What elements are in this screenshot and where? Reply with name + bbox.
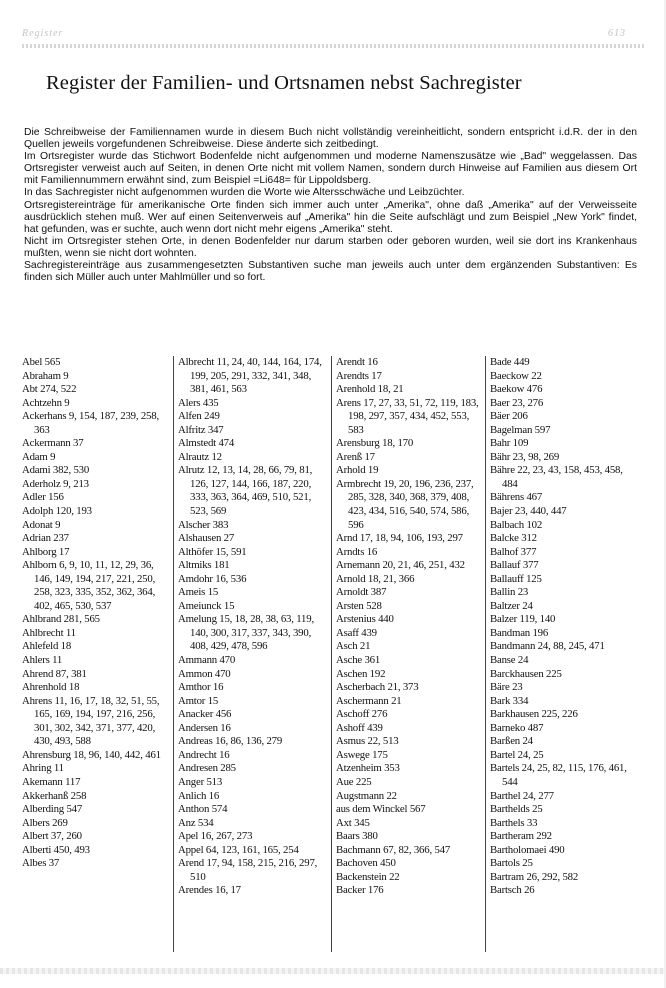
register-entry: Ahrenhold 18 xyxy=(22,681,80,694)
register-entry: Baltzer 24 xyxy=(490,599,533,612)
register-entry: Adrian 237 xyxy=(22,532,69,545)
register-entry: Arnoldt 387 xyxy=(336,586,387,599)
register-entry: Appel 64, 123, 161, 165, 254 xyxy=(178,843,299,856)
register-entry: Barkhausen 225, 226 xyxy=(490,708,578,721)
running-head-left: Register xyxy=(22,28,64,39)
intro-paragraph: Nicht im Ortsregister stehen Orte, in denen Bodenfelder nur darum starben oder geboren wurden, weil sie dort ins Krankenhaus mußten, wenn sie nicht dort wohnten. xyxy=(24,235,637,259)
register-entry: Amthor 16 xyxy=(178,681,224,694)
register-entry: Anger 513 xyxy=(178,775,223,788)
intro-paragraph: In das Sachregister nicht aufgenommen wurden die Worte wie Altersschwäche und Leibzüchter. xyxy=(24,187,465,199)
page-title: Register der Familien- und Ortsnamen nebst Sachregister xyxy=(46,72,522,94)
register-entry: Ashoff 439 xyxy=(336,721,383,734)
register-entry: aus dem Winckel 567 xyxy=(336,803,426,816)
register-entry: Ahlbrecht 11 xyxy=(22,626,76,639)
register-entry: Aschoff 276 xyxy=(336,708,388,721)
register-entry: Anz 534 xyxy=(178,816,214,829)
register-entry: Akkerhanß 258 xyxy=(22,789,87,802)
register-entry: Amtor 15 xyxy=(178,694,219,707)
register-entry: Abel 565 xyxy=(22,356,61,368)
column-divider xyxy=(331,356,332,952)
register-entry: Achtzehn 9 xyxy=(22,396,70,409)
register-entry: Arens 17, 27, 33, 51, 72, 119, 183, 198, 297, 357, 434, 452, 553, 583 xyxy=(336,396,479,436)
register-entry: Asch 21 xyxy=(336,640,371,653)
register-entry: Ahlbrand 281, 565 xyxy=(22,613,100,626)
register-entry: Andersen 16 xyxy=(178,721,231,734)
register-entry: Ahlborn 6, 9, 10, 11, 12, 29, 36, 146, 149, 194, 217, 221, 250, 258, 323, 335, 352, 362, 364, 402, 465, 530, 537 xyxy=(22,559,156,612)
register-entry: Adonat 9 xyxy=(22,518,61,531)
register-entry: Bachmann 67, 82, 366, 547 xyxy=(336,843,451,856)
register-entry: Bartols 25 xyxy=(490,857,533,870)
register-entry: Bartram 26, 292, 582 xyxy=(490,870,579,883)
column-divider xyxy=(485,356,486,952)
register-entry: Baekow 476 xyxy=(490,383,543,396)
register-entry: Alberding 547 xyxy=(22,803,83,816)
register-entry: Baars 380 xyxy=(336,830,378,843)
register-entry: Arsten 528 xyxy=(336,599,382,612)
register-entry: Ahring 11 xyxy=(22,762,64,775)
register-entry: Barneko 487 xyxy=(490,721,544,734)
register-entry: Arnold 18, 21, 366 xyxy=(336,572,415,585)
register-entry: Barthel 24, 277 xyxy=(490,789,554,802)
register-entry: Apel 16, 267, 273 xyxy=(178,830,253,843)
register-entry: Baeckow 22 xyxy=(490,369,542,382)
register-entry: Arenhold 18, 21 xyxy=(336,383,404,396)
register-entry: Alrutz 12, 13, 14, 28, 66, 79, 81, 126, 127, 144, 166, 187, 220, 333, 363, 364, 469, 510, 521, 523, 569 xyxy=(178,464,313,518)
register-entry: Asmus 22, 513 xyxy=(336,735,399,748)
register-entry: Bahr 109 xyxy=(490,437,529,450)
register-entry: Albert 37, 260 xyxy=(22,830,82,843)
register-entry: Bartel 24, 25 xyxy=(490,748,544,761)
register-entry: Alscher 383 xyxy=(178,518,229,531)
register-entry: Atzenheim 353 xyxy=(336,762,400,775)
register-entry: Baer 23, 276 xyxy=(490,396,544,409)
register-entry: Andresen 285 xyxy=(178,762,236,775)
register-entry: Arnemann 20, 21, 46, 251, 432 xyxy=(336,559,465,572)
intro-paragraph: Die Schreibweise der Familiennamen wurde in diesem Buch nicht vollständig vereinheitlicht, sondern entspricht i.d.R. der in den Quellen jeweils vorgefundenen Schreibweise. Diese änderte sich zeitbedingt. xyxy=(24,127,637,151)
register-entry: Adami 382, 530 xyxy=(22,464,90,477)
register-entry: Albes 37 xyxy=(22,857,60,870)
register-column-3 xyxy=(336,356,482,952)
register-entry: Arensburg 18, 170 xyxy=(336,437,414,450)
intro-paragraph: Sachregistereinträge aus zusammengesetzten Substantiven suche man jeweils auch unter dem ergänzenden Substantiven: Es finden sich Müller auch unter Mahlmüller und so fort. xyxy=(24,260,637,284)
register-entry: Arenß 17 xyxy=(336,450,375,463)
footer-band xyxy=(0,968,666,974)
register-entry: Bagelman 597 xyxy=(490,423,551,436)
register-entry: Anacker 456 xyxy=(178,708,232,721)
register-entry: Arendts 17 xyxy=(336,369,382,382)
register-entry: Ameiunck 15 xyxy=(178,599,235,612)
register-entry: Balhof 377 xyxy=(490,545,537,558)
register-entry: Barthels 33 xyxy=(490,816,538,829)
register-entry: Ammann 470 xyxy=(178,654,236,667)
register-entry: Abraham 9 xyxy=(22,369,69,382)
header-rule xyxy=(22,44,644,48)
register-entry: Asaff 439 xyxy=(336,626,377,639)
register-entry: Ballin 23 xyxy=(490,586,529,599)
register-entry: Ahrensburg 18, 96, 140, 442, 461 xyxy=(22,748,161,761)
register-entry: Balcke 312 xyxy=(490,532,537,545)
register-entry: Ameis 15 xyxy=(178,586,219,599)
register-entry: Backenstein 22 xyxy=(336,870,400,883)
register-entry: Ackerhans 9, 154, 187, 239, 258, 363 xyxy=(22,410,159,436)
register-entry: Balzer 119, 140 xyxy=(490,613,556,626)
register-entry: Ackermann 37 xyxy=(22,437,84,450)
register-entry: Alfritz 347 xyxy=(178,423,224,436)
register-entry: Ahrend 87, 381 xyxy=(22,667,87,680)
register-entry: Ahlers 11 xyxy=(22,654,63,667)
register-entry: Bähre 22, 23, 43, 158, 453, 458, 484 xyxy=(490,464,623,490)
register-entry: Arndts 16 xyxy=(336,545,378,558)
register-entry: Abt 274, 522 xyxy=(22,383,77,396)
register-entry: Bajer 23, 440, 447 xyxy=(490,505,567,518)
register-entry: Armbrecht 19, 20, 196, 236, 237, 285, 328, 340, 368, 379, 408, 423, 434, 516, 540, 574, 586, 596 xyxy=(336,477,474,531)
register-entry: Alfen 249 xyxy=(178,410,220,423)
register-entry: Aue 225 xyxy=(336,775,372,788)
register-column-2 xyxy=(178,356,324,952)
register-entry: Arhold 19 xyxy=(336,464,379,477)
register-entry: Althöfer 15, 591 xyxy=(178,545,247,558)
register-entry: Barckhausen 225 xyxy=(490,667,562,680)
register-entry: Barthelds 25 xyxy=(490,803,543,816)
register-entry: Anthon 574 xyxy=(178,803,228,816)
register-entry: Arendes 16, 17 xyxy=(178,884,241,897)
register-entry: Asche 361 xyxy=(336,654,381,667)
register-entry: Axt 345 xyxy=(336,816,370,829)
register-entry: Andreas 16, 86, 136, 279 xyxy=(178,735,283,748)
register-entry: Ballauf 377 xyxy=(490,559,539,572)
register-entry: Aderholz 9, 213 xyxy=(22,477,89,490)
register-entry: Arnd 17, 18, 94, 106, 193, 297 xyxy=(336,532,463,545)
register-entry: Alberti 450, 493 xyxy=(22,843,90,856)
register-entry: Ammon 470 xyxy=(178,667,231,680)
register-entry: Altmiks 181 xyxy=(178,559,230,572)
register-entry: Arend 17, 94, 158, 215, 216, 297, 510 xyxy=(178,857,318,883)
register-entry: Bartsch 26 xyxy=(490,884,535,897)
register-entry: Amdohr 16, 536 xyxy=(178,572,247,585)
register-entry: Bähr 23, 98, 269 xyxy=(490,450,560,463)
register-entry: Arstenius 440 xyxy=(336,613,394,626)
register-column-1 xyxy=(22,356,168,952)
page-number: 613 xyxy=(608,28,626,39)
intro-paragraph: Im Ortsregister wurde das Stichwort Bodenfelde nicht aufgenommen und moderne Namenszusätze wie „Bad" weggelassen. Das Ortsregister verweist auch auf Seiten, in denen Orte nicht mit vollem Namen, sondern durch Hinweise auf Familien aus diesem Ort mit Familiennummern erwähnt sind, zum Beispiel =Li648= für Lippoldsberg. xyxy=(24,151,637,187)
register-column-4 xyxy=(490,356,640,952)
register-entry: Augstmann 22 xyxy=(336,789,397,802)
register-entry: Alshausen 27 xyxy=(178,532,235,545)
register-entry: Bartheram 292 xyxy=(490,830,552,843)
register-columns xyxy=(22,356,642,956)
register-entry: Anlich 16 xyxy=(178,789,220,802)
register-entry: Almstedt 474 xyxy=(178,437,235,450)
intro-paragraph: Ortsregistereinträge für amerikanische Orte finden sich immer auch unter „Amerika", ohne daß „Amerika" auf der Verweisseite ausdrücklich stehen muß. Wer auf einen Seitenverweis auf „Amerika" hin die Seite aufschlägt und zum Beispiel „New York" findet, hat gefunden, was er suchte, auch wenn dort nicht mehr eigens „Amerika" steht. xyxy=(24,199,637,235)
register-entry: Alers 435 xyxy=(178,396,219,409)
register-entry: Bade 449 xyxy=(490,356,530,368)
register-entry: Bandman 196 xyxy=(490,626,549,639)
register-entry: Bartels 24, 25, 82, 115, 176, 461, 544 xyxy=(490,762,627,788)
register-entry: Bartholomaei 490 xyxy=(490,843,565,856)
register-entry: Ballauff 125 xyxy=(490,572,542,585)
running-head xyxy=(22,28,644,44)
register-entry: Bäer 206 xyxy=(490,410,528,423)
register-entry: Banse 24 xyxy=(490,654,529,667)
intro-text xyxy=(24,127,637,284)
register-entry: Albers 269 xyxy=(22,816,68,829)
register-entry: Aschen 192 xyxy=(336,667,386,680)
register-entry: Andrecht 16 xyxy=(178,748,230,761)
register-entry: Ahlefeld 18 xyxy=(22,640,72,653)
register-entry: Alrautz 12 xyxy=(178,450,222,463)
register-entry: Ahrens 11, 16, 17, 18, 32, 51, 55, 165, 169, 194, 197, 216, 256, 301, 302, 342, 371, 377, 420, 430, 493, 588 xyxy=(22,694,160,748)
register-entry: Aswege 175 xyxy=(336,748,388,761)
register-entry: Bandmann 24, 88, 245, 471 xyxy=(490,640,605,653)
register-entry: Balbach 102 xyxy=(490,518,543,531)
register-entry: Arendt 16 xyxy=(336,356,378,368)
register-entry: Ascherbach 21, 373 xyxy=(336,681,419,694)
register-entry: Ahlborg 17 xyxy=(22,545,70,558)
register-entry: Adam 9 xyxy=(22,450,56,463)
register-entry: Bährens 467 xyxy=(490,491,543,504)
register-entry: Bäre 23 xyxy=(490,681,523,694)
register-entry: Akemann 117 xyxy=(22,775,81,788)
register-entry: Aschermann 21 xyxy=(336,694,402,707)
register-entry: Adler 156 xyxy=(22,491,64,504)
register-entry: Barßen 24 xyxy=(490,735,533,748)
register-entry: Albrecht 11, 24, 40, 144, 164, 174, 199, 205, 291, 332, 341, 348, 381, 461, 563 xyxy=(178,356,322,396)
register-entry: Bachoven 450 xyxy=(336,857,396,870)
register-entry: Adolph 120, 193 xyxy=(22,505,92,518)
register-entry: Amelung 15, 18, 28, 38, 63, 119, 140, 300, 317, 337, 343, 390, 408, 429, 478, 596 xyxy=(178,613,314,653)
column-divider xyxy=(173,356,174,952)
register-entry: Backer 176 xyxy=(336,884,384,897)
register-entry: Bark 334 xyxy=(490,694,529,707)
